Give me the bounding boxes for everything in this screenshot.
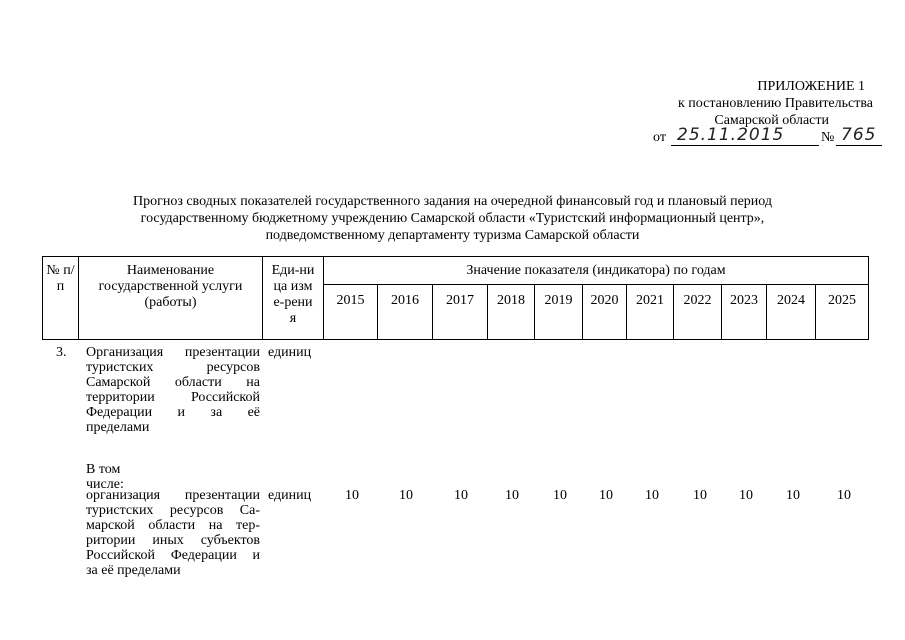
header-year: 2015	[324, 285, 378, 340]
appendix-title: ПРИЛОЖЕНИЕ 1	[757, 79, 865, 94]
decree-date-number	[653, 125, 883, 148]
header-year: 2025	[816, 285, 869, 340]
handwritten-number: 765	[841, 125, 877, 145]
header-year: 2024	[767, 285, 816, 340]
appendix-header	[603, 78, 873, 129]
row-value-2019: 10	[553, 488, 567, 503]
header-year: 2022	[674, 285, 722, 340]
appendix-decree-line: к постановлению Правительства	[677, 96, 873, 111]
row-subheading: В том числе:	[86, 462, 124, 492]
row-value-2021: 10	[645, 488, 659, 503]
header-unit: Еди-ница изме-рения	[263, 257, 324, 340]
row-unit: единиц	[268, 488, 312, 503]
header-year: 2017	[433, 285, 488, 340]
row-unit: единиц	[268, 345, 312, 360]
row-value-2024: 10	[786, 488, 800, 503]
title-line-2: государственному бюджетному учреждению Самарской области «Туристский информационный центр»,	[140, 211, 765, 226]
title-line-3: подведомственному департаменту туризма Самарской области	[265, 228, 640, 243]
row-value-2022: 10	[693, 488, 707, 503]
header-num: № п/п	[43, 257, 79, 340]
row-value-2020: 10	[599, 488, 613, 503]
title-line-1: Прогноз сводных показателей государственного задания на очередной финансовый год и плановый период	[132, 194, 773, 209]
row-value-2023: 10	[739, 488, 753, 503]
header-service-name: Наименование государственной услуги (работы)	[79, 257, 263, 340]
number-underline	[836, 145, 882, 146]
row-value-2017: 10	[454, 488, 468, 503]
row-service-name: организация презентации туристских ресурсов Са- марской области на тер- ритории иных субъектов Российской Федерации и за её пределами	[86, 488, 260, 578]
header-year: 2021	[627, 285, 674, 340]
date-label: от	[653, 130, 666, 145]
date-underline	[671, 145, 819, 146]
row-value-2016: 10	[399, 488, 413, 503]
header-year: 2019	[535, 285, 583, 340]
indicators-table-header	[42, 256, 869, 340]
header-values-group: Значение показателя (индикатора) по годам	[324, 257, 869, 285]
handwritten-date: 25.11.2015	[677, 125, 785, 145]
row-value-2025: 10	[837, 488, 851, 503]
header-year: 2018	[488, 285, 535, 340]
header-year: 2016	[378, 285, 433, 340]
number-label: №	[821, 130, 835, 145]
row-service-name: Организация презентации туристских ресурсов Самарской области на территории Российской Федерации и за её пределами	[86, 345, 260, 435]
row-num: 3.	[56, 345, 67, 360]
header-year: 2023	[722, 285, 767, 340]
appendix-region-line: Самарской области	[714, 113, 829, 128]
header-year: 2020	[583, 285, 627, 340]
row-value-2015: 10	[345, 488, 359, 503]
document-title	[60, 193, 845, 244]
row-value-2018: 10	[505, 488, 519, 503]
